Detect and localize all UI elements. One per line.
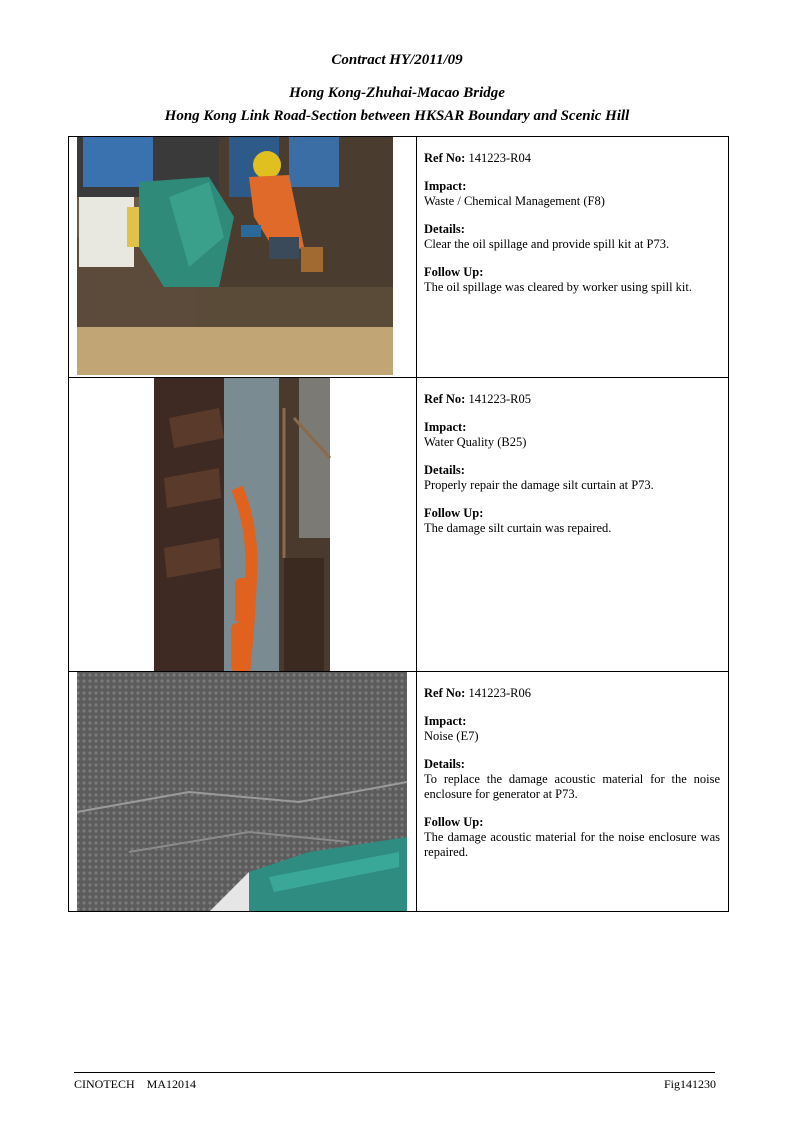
photo-cell [69,672,417,911]
follow-up-label: Follow Up: [424,815,484,829]
follow-up-value: The oil spillage was cleared by worker using spill kit. [424,280,692,294]
ref-no: 141223-R05 [468,392,531,406]
impact-label: Impact: [424,179,467,193]
details-label: Details: [424,463,465,477]
observation-table [68,136,729,912]
impact-label: Impact: [424,714,467,728]
footer-divider [74,1072,715,1073]
impact-value: Waste / Chemical Management (F8) [424,194,605,208]
impact-value: Water Quality (B25) [424,435,527,449]
impact-label: Impact: [424,420,467,434]
contract-title: Contract HY/2011/09 [331,52,463,68]
follow-up-value: The damage silt curtain was repaired. [424,521,612,535]
site-photo-noise-enclosure [69,672,416,911]
details-value: Clear the oil spillage and provide spill kit at P73. [424,237,670,251]
ref-no: 141223-R04 [468,151,531,165]
site-photo-silt-curtain [69,378,416,671]
entry-text [417,672,728,911]
follow-up-label: Follow Up: [424,506,484,520]
table-row [69,671,728,911]
entry-text [417,378,728,671]
entry-text [417,137,728,377]
photo-cell [69,378,417,671]
details-label: Details: [424,757,465,771]
ref-label: Ref No: [424,151,466,165]
details-label: Details: [424,222,465,236]
details-value: Properly repair the damage silt curtain at P73. [424,478,654,492]
footer-company-ref: CINOTECH MA12014 [74,1077,196,1091]
ref-label: Ref No: [424,392,466,406]
section-title: Hong Kong Link Road-Section between HKSAR Boundary and Scenic Hill [164,108,630,124]
table-row [69,377,728,671]
site-photo-oil-spillage [69,137,416,377]
ref-label: Ref No: [424,686,466,700]
photo-cell [69,137,417,377]
follow-up-label: Follow Up: [424,265,484,279]
impact-value: Noise (E7) [424,729,479,743]
table-row [69,137,728,377]
project-title: Hong Kong-Zhuhai-Macao Bridge [289,85,505,101]
follow-up-value: The damage acoustic material for the noise enclosure was repaired. [424,830,720,859]
footer-figure-ref: Fig141230 [663,1077,716,1091]
details-value: To replace the damage acoustic material for the noise enclosure for generator at P73. [424,772,720,801]
ref-no: 141223-R06 [468,686,531,700]
